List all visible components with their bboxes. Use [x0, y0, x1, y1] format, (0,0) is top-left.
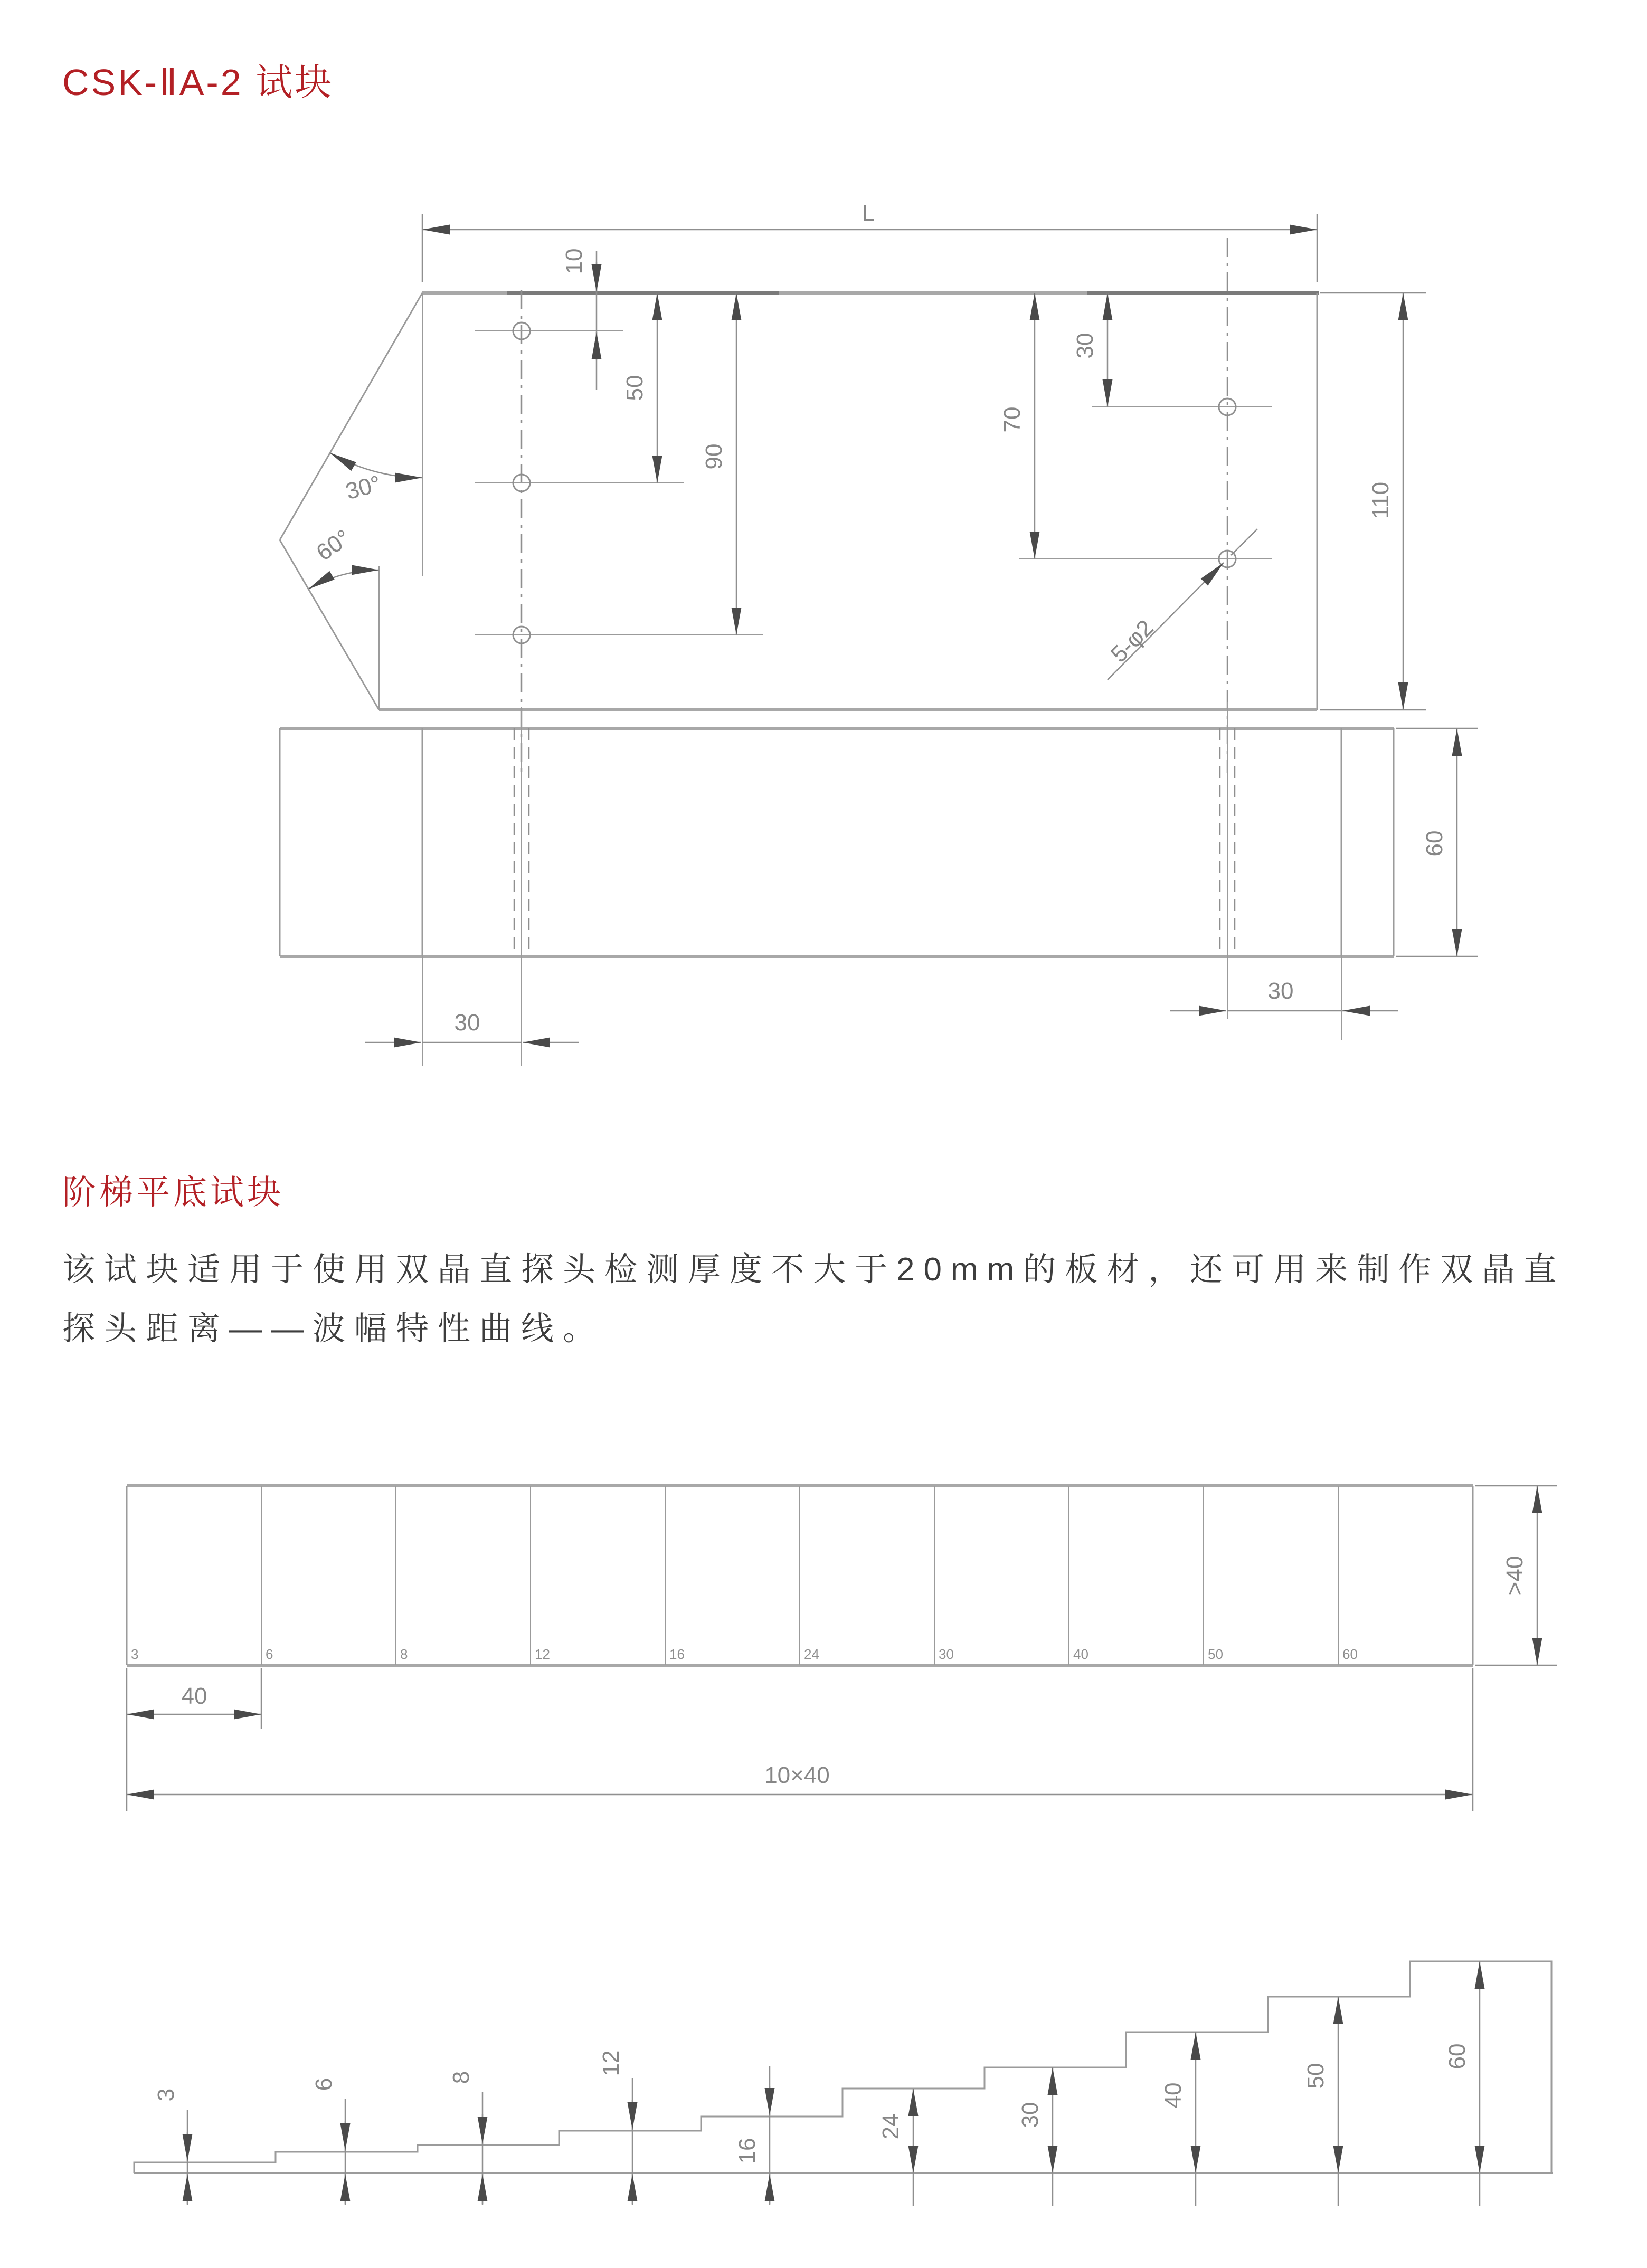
dim-label-40: 40: [1160, 2082, 1186, 2109]
dim-label-16: 16: [734, 2138, 760, 2164]
section-paragraph: [62, 1240, 1609, 1359]
dim-label-gt40: >40: [1502, 1555, 1528, 1596]
paragraph-line: 该试块适用于使用双晶直探头检测厚度不大于20mm的板材，还可用来制作双晶直: [62, 1251, 1566, 1288]
step-block-top-view: [106, 1457, 1647, 1837]
step-label: 24: [804, 1646, 819, 1662]
plan-view-drawing: [179, 702, 1531, 1098]
dim-label-30: 30: [1017, 2102, 1043, 2128]
step-label: 50: [1208, 1646, 1223, 1662]
dim-label-10x40: 10×40: [764, 1762, 830, 1788]
dim-label-30-left: 30: [454, 1010, 480, 1036]
step-label: 6: [266, 1646, 273, 1662]
dim-label-12: 12: [598, 2050, 624, 2076]
paragraph-line: 探头距离——波幅特性曲线。: [62, 1311, 605, 1347]
block-bevel-60: [280, 540, 379, 710]
angle-label-30: 30°: [343, 470, 384, 505]
dim-label-40: 40: [181, 1683, 207, 1709]
dim-label-L: L: [862, 200, 875, 226]
dim-label-24: 24: [878, 2113, 904, 2140]
dim-label-50: 50: [1303, 2063, 1329, 2089]
step-label: 60: [1342, 1646, 1358, 1662]
angle-arc-60: [308, 570, 379, 589]
dim-label-90: 90: [701, 443, 727, 470]
dim-label-110: 110: [1368, 481, 1394, 519]
step-label: 16: [669, 1646, 685, 1662]
dim-label-60: 60: [1422, 830, 1447, 857]
dim-label-60: 60: [1444, 2043, 1470, 2070]
step-label: 40: [1073, 1646, 1088, 1662]
step-block-profile-view: [106, 1884, 1647, 2268]
step-label: 30: [939, 1646, 954, 1662]
step-label: 3: [131, 1646, 139, 1662]
dim-label-30: 30: [1072, 333, 1098, 359]
page-title: CSK-ⅡA-2 试块: [62, 62, 334, 103]
front-view-drawing: [179, 158, 1531, 786]
dim-label-6: 6: [311, 2077, 337, 2091]
section-heading: 阶梯平底试块: [62, 1173, 284, 1211]
dim-label-8: 8: [448, 2071, 474, 2084]
holes-note-label: 5-φ2: [1105, 614, 1159, 668]
leader-tail: [1231, 529, 1257, 555]
dim-label-70: 70: [999, 406, 1025, 433]
dim-label-50: 50: [622, 375, 648, 401]
angle-label-60: 60°: [311, 524, 355, 566]
step-label: 8: [400, 1646, 408, 1662]
dim-label-10: 10: [561, 248, 587, 274]
dim-label-30-right: 30: [1267, 978, 1294, 1004]
dim-label-3: 3: [153, 2088, 179, 2102]
step-label: 12: [535, 1646, 550, 1662]
